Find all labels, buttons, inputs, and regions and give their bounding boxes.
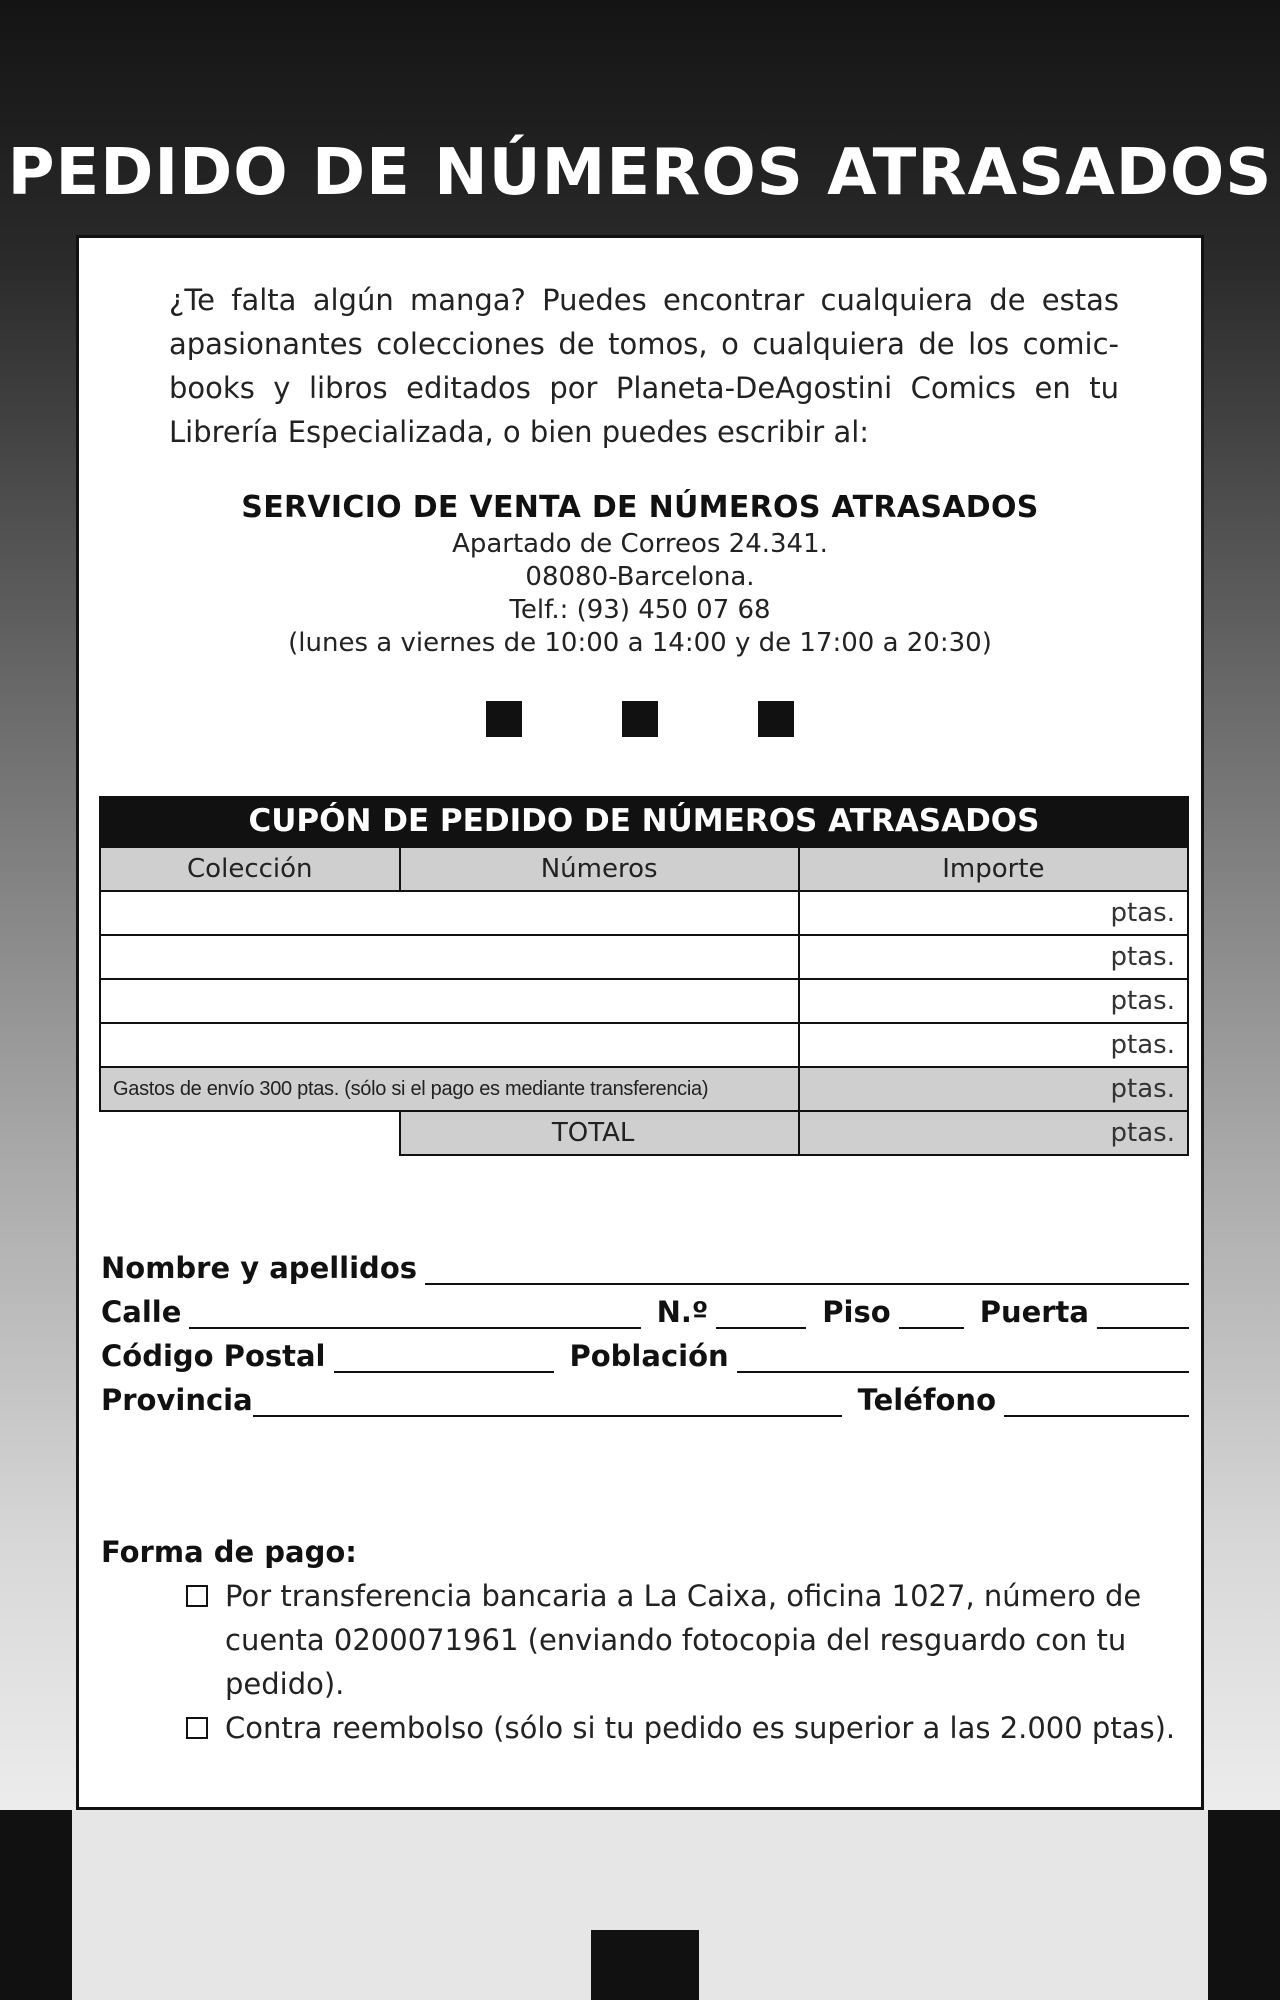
bottom-center-block (591, 1930, 699, 2000)
separator-square (758, 701, 794, 737)
coupon-title: CUPÓN DE PEDIDO DE NÚMEROS ATRASADOS (99, 796, 1189, 846)
poblacion-field[interactable] (737, 1343, 1189, 1373)
importe-field[interactable]: ptas. (799, 935, 1188, 979)
column-header-importe: Importe (799, 847, 1188, 891)
table-row (100, 1023, 1188, 1067)
provincia-field[interactable] (253, 1387, 842, 1417)
payment-option-label: Contra reembolso (sólo si tu pedido es superior a las 2.000 ptas). (225, 1711, 1176, 1745)
total-row (100, 1111, 1188, 1155)
column-header-numeros: Números (400, 847, 799, 891)
customer-details-form (101, 1241, 1189, 1417)
importe-field[interactable]: ptas. (799, 1023, 1188, 1067)
total-amount-field[interactable]: ptas. (799, 1111, 1188, 1155)
telefono-label: Teléfono (857, 1383, 996, 1417)
service-city: 08080-Barcelona. (525, 562, 755, 592)
provincia-label: Provincia (101, 1383, 253, 1417)
codigo-postal-field[interactable] (334, 1343, 554, 1373)
total-row-spacer (100, 1111, 400, 1155)
payment-option-cod (186, 1706, 1189, 1750)
service-address: Apartado de Correos 24.341. (452, 529, 828, 559)
separator-square (486, 701, 522, 737)
cod-checkbox[interactable] (186, 1717, 208, 1739)
service-hours: (lunes a viernes de 10:00 a 14:00 y de 17:00 a 20:30) (288, 628, 992, 658)
column-header-coleccion: Colección (100, 847, 400, 891)
coleccion-numeros-field[interactable] (100, 979, 799, 1023)
importe-field[interactable]: ptas. (799, 979, 1188, 1023)
nombre-field[interactable] (425, 1255, 1189, 1285)
nombre-label: Nombre y apellidos (101, 1251, 417, 1285)
table-row (100, 979, 1188, 1023)
form-row-provincia (101, 1373, 1189, 1417)
payment-section (101, 1530, 1189, 1750)
separator-square (622, 701, 658, 737)
table-row (100, 935, 1188, 979)
form-row-nombre (101, 1241, 1189, 1285)
payment-option-transfer (186, 1574, 1189, 1706)
shipping-amount-field[interactable]: ptas. (799, 1067, 1188, 1111)
table-row (100, 891, 1188, 935)
intro-text: ¿Te falta algún manga? Puedes encontrar cualquiera de estas apasionantes colecciones de tomos, o cualquiera de los comic-books y libros editados por Planeta-DeAgostini Comics en tu Librería Especializada, o bien puedes escribir al: (169, 283, 1119, 449)
puerta-label: Puerta (979, 1295, 1089, 1329)
service-title: SERVICIO DE VENTA DE NÚMEROS ATRASADOS (241, 490, 1039, 525)
piso-field[interactable] (899, 1299, 964, 1329)
form-row-calle (101, 1285, 1189, 1329)
piso-label: Piso (822, 1295, 891, 1329)
payment-title: Forma de pago: (101, 1535, 357, 1569)
telefono-field[interactable] (1004, 1387, 1189, 1417)
payment-option-label: Por transferencia bancaria a La Caixa, oficina 1027, número de cuenta 0200071961 (enviando fotocopia del resguardo con tu pedido). (225, 1579, 1142, 1701)
page-title: PEDIDO DE NÚMEROS ATRASADOS (7, 136, 1273, 210)
service-phone: Telf.: (93) 450 07 68 (509, 595, 771, 625)
order-coupon (99, 796, 1189, 1156)
codigo-postal-label: Código Postal (101, 1339, 326, 1373)
coleccion-numeros-field[interactable] (100, 935, 799, 979)
poblacion-label: Población (569, 1339, 729, 1373)
importe-field[interactable]: ptas. (799, 891, 1188, 935)
service-contact-block (79, 488, 1201, 660)
numero-label: N.º (656, 1295, 709, 1329)
coupon-header-row (100, 847, 1188, 891)
calle-label: Calle (101, 1295, 182, 1329)
bottom-left-corner-block (0, 1810, 72, 2000)
order-form-panel (76, 235, 1204, 1810)
coleccion-numeros-field[interactable] (100, 891, 799, 935)
coleccion-numeros-field[interactable] (100, 1023, 799, 1067)
total-label: TOTAL (400, 1111, 799, 1155)
transfer-checkbox[interactable] (186, 1585, 208, 1607)
shipping-row (100, 1067, 1188, 1111)
bottom-right-corner-block (1208, 1810, 1280, 2000)
shipping-label: Gastos de envío 300 ptas. (sólo si el pago es mediante transferencia) (100, 1067, 799, 1111)
calle-field[interactable] (189, 1299, 640, 1329)
puerta-field[interactable] (1097, 1299, 1189, 1329)
separator-squares (79, 701, 1201, 737)
form-row-codigo-postal (101, 1329, 1189, 1373)
coupon-table (99, 846, 1189, 1156)
numero-field[interactable] (716, 1299, 806, 1329)
